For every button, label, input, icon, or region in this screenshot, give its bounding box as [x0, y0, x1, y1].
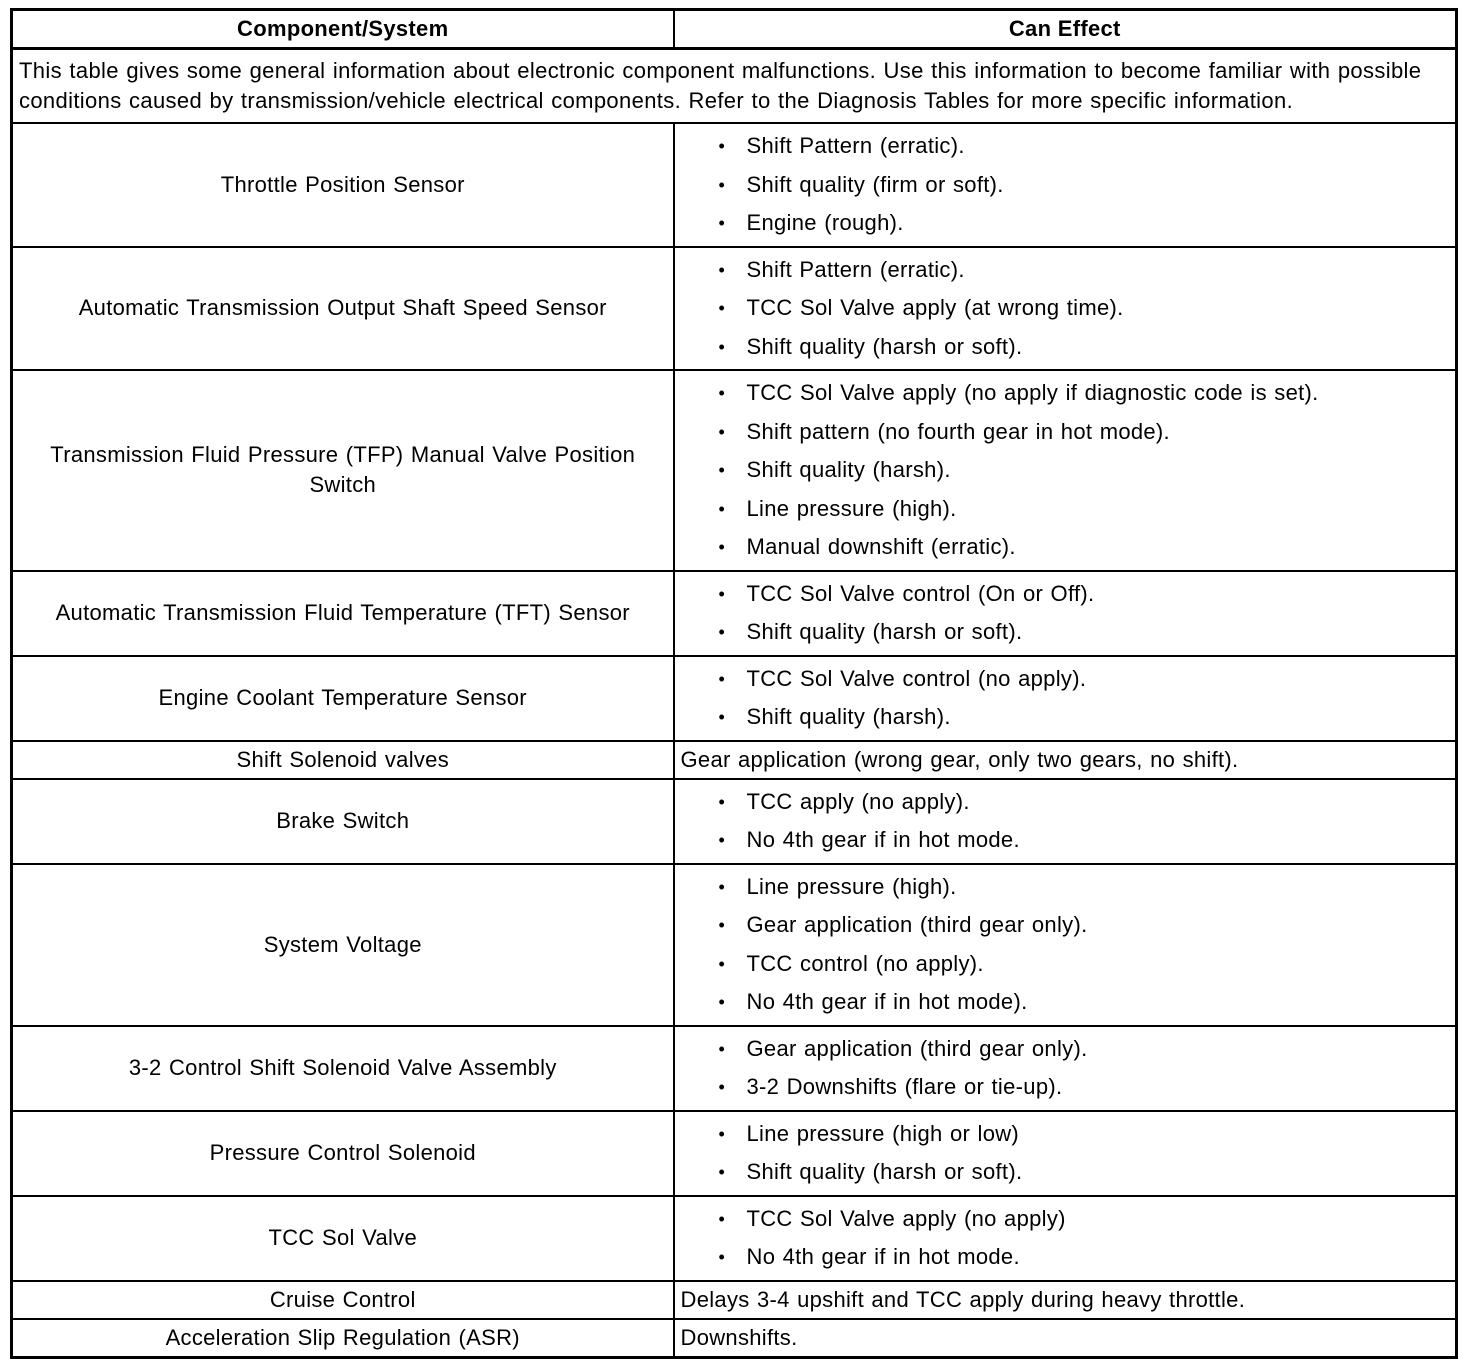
bullet-icon: •: [718, 259, 726, 280]
effect-item: [675, 1115, 1456, 1154]
effect-item: [675, 698, 1456, 737]
effect-text: Line pressure (high or low): [746, 1120, 1020, 1146]
table-row: [12, 123, 1457, 247]
bullet-icon: •: [718, 707, 726, 727]
bullet-icon: •: [718, 537, 726, 557]
component-name: Automatic Transmission Fluid Temperature (TFT) Sensor: [12, 571, 674, 656]
effect-list: [675, 1112, 1456, 1195]
effect-text: Gear application (wrong gear, only two gears, no shift).: [680, 746, 1239, 772]
effect-item: [675, 1238, 1456, 1277]
effect-item: [675, 528, 1456, 567]
bullet-icon: •: [718, 1123, 726, 1144]
component-name: Engine Coolant Temperature Sensor: [12, 656, 674, 741]
bullet-icon: •: [718, 583, 726, 604]
table-row: [12, 1281, 1457, 1319]
effect-text: Shift pattern (no fourth gear in hot mode).: [746, 418, 1170, 444]
effect-item: [675, 1200, 1456, 1239]
effect-list: [675, 657, 1456, 740]
component-name: Cruise Control: [12, 1281, 674, 1319]
effect-cell: [674, 864, 1457, 1026]
effect-item: [675, 945, 1456, 984]
effect-item: [675, 906, 1456, 945]
bullet-icon: •: [718, 791, 726, 812]
table-row: [12, 571, 1457, 656]
effect-text: Engine (rough).: [746, 210, 904, 235]
effect-text: Delays 3-4 upshift and TCC apply during heavy throttle.: [680, 1286, 1246, 1312]
table-row: [12, 864, 1457, 1026]
component-effects-table: [10, 8, 1458, 1359]
effect-text: No 4th gear if in hot mode.: [746, 1244, 1020, 1269]
effect-text: Shift quality (harsh or soft).: [746, 1159, 1023, 1184]
effect-text: Downshifts.: [680, 1324, 798, 1350]
effect-list: [675, 1197, 1456, 1280]
effect-item: [675, 1153, 1456, 1192]
component-name: 3-2 Control Shift Solenoid Valve Assembly: [12, 1026, 674, 1111]
bullet-icon: •: [718, 1038, 726, 1059]
effect-text: Manual downshift (erratic).: [746, 534, 1016, 559]
effect-column-header: Can Effect: [674, 10, 1457, 49]
component-name: Pressure Control Solenoid: [12, 1111, 674, 1196]
bullet-icon: •: [718, 213, 726, 233]
bullet-icon: •: [718, 668, 726, 689]
table-row: [12, 1196, 1457, 1281]
effect-cell: [674, 571, 1457, 656]
effect-text: No 4th gear if in hot mode.: [746, 827, 1020, 852]
bullet-icon: •: [718, 915, 726, 935]
effect-item: [675, 490, 1456, 529]
effect-text: TCC Sol Valve control (On or Off).: [746, 580, 1095, 606]
effect-item: [675, 374, 1456, 413]
bullet-icon: •: [718, 1162, 726, 1182]
effect-text: Shift Pattern (erratic).: [746, 256, 965, 282]
component-name: Shift Solenoid valves: [12, 741, 674, 779]
table-row: [12, 656, 1457, 741]
bullet-icon: •: [718, 1208, 726, 1229]
bullet-icon: •: [718, 136, 726, 156]
effect-text: TCC Sol Valve apply (at wrong time).: [746, 295, 1124, 320]
effect-text: Line pressure (high).: [746, 873, 957, 899]
bullet-icon: •: [718, 876, 726, 897]
effect-list: [675, 248, 1456, 370]
effect-cell: [674, 1319, 1457, 1358]
effect-item: [675, 868, 1456, 907]
effect-cell: [674, 1111, 1457, 1196]
bullet-icon: •: [718, 1247, 726, 1267]
effect-text: Shift quality (harsh).: [746, 704, 951, 729]
table-body: [12, 49, 1457, 1358]
effect-text: Gear application (third gear only).: [746, 1035, 1088, 1061]
effect-item: [675, 821, 1456, 860]
effect-list: [675, 780, 1456, 863]
table-row: [12, 741, 1457, 779]
component-name: TCC Sol Valve: [12, 1196, 674, 1281]
bullet-icon: •: [718, 622, 726, 642]
table-row: [12, 247, 1457, 371]
effect-text: TCC apply (no apply).: [746, 788, 970, 814]
effect-item: [675, 328, 1456, 367]
effect-text: TCC Sol Valve apply (no apply if diagnostic code is set).: [746, 380, 1319, 405]
component-name: Throttle Position Sensor: [12, 123, 674, 247]
component-name: Transmission Fluid Pressure (TFP) Manual Valve Position Switch: [12, 370, 674, 571]
bullet-icon: •: [718, 336, 726, 357]
effect-item: [675, 783, 1456, 822]
component-name: Automatic Transmission Output Shaft Speed Sensor: [12, 247, 674, 371]
effect-item: [675, 451, 1456, 490]
table-row: [12, 779, 1457, 864]
effect-text: TCC control (no apply).: [746, 950, 984, 976]
effect-cell: [674, 1196, 1457, 1281]
effect-cell: [674, 779, 1457, 864]
effect-list: [675, 572, 1456, 655]
bullet-icon: •: [718, 298, 726, 318]
effect-item: [675, 983, 1456, 1022]
component-name: Brake Switch: [12, 779, 674, 864]
effect-item: [675, 413, 1456, 452]
effect-cell: [674, 1026, 1457, 1111]
effect-list: [675, 1027, 1456, 1110]
effect-item: [675, 166, 1456, 205]
bullet-icon: •: [718, 1077, 726, 1097]
effect-item: [675, 289, 1456, 328]
effect-item: [675, 575, 1456, 614]
effect-cell: [674, 1281, 1457, 1319]
component-column-header: Component/System: [12, 10, 674, 49]
effect-item: [675, 660, 1456, 699]
effect-cell: [674, 247, 1457, 371]
bullet-icon: •: [718, 383, 726, 403]
effect-list: [675, 865, 1456, 1025]
bullet-icon: •: [718, 953, 726, 974]
effect-text: TCC Sol Valve apply (no apply): [746, 1205, 1066, 1231]
intro-text: This table gives some general information about electronic component malfunctions. Use this information to become familiar with possible conditions caused by transmission/vehicle electrical components. Refer to the Diagnosis Tables for more specific information.: [12, 49, 1457, 124]
bullet-icon: •: [718, 174, 726, 195]
effect-item: [675, 613, 1456, 652]
bullet-icon: •: [718, 498, 726, 519]
effect-cell: [674, 370, 1457, 571]
effect-item: [675, 1030, 1456, 1069]
intro-row: [12, 49, 1457, 124]
effect-cell: [674, 741, 1457, 779]
effect-list: [675, 371, 1456, 570]
effect-text: Shift quality (harsh or soft).: [746, 619, 1023, 644]
effect-item: [675, 251, 1456, 290]
effect-text: Shift quality (harsh or soft).: [746, 333, 1023, 359]
effect-item: [675, 127, 1456, 166]
effect-text: Shift Pattern (erratic).: [746, 133, 965, 158]
effect-item: [675, 1068, 1456, 1107]
table-row: [12, 370, 1457, 571]
component-name: System Voltage: [12, 864, 674, 1026]
effect-text: Line pressure (high).: [746, 495, 957, 521]
table-row: [12, 1026, 1457, 1111]
effect-text: No 4th gear if in hot mode).: [746, 989, 1028, 1014]
bullet-icon: •: [718, 992, 726, 1012]
effect-text: Shift quality (firm or soft).: [746, 171, 1004, 197]
effect-text: Gear application (third gear only).: [746, 912, 1088, 937]
bullet-icon: •: [718, 421, 726, 442]
effect-text: Shift quality (harsh).: [746, 457, 951, 482]
effect-text: 3-2 Downshifts (flare or tie-up).: [746, 1074, 1063, 1099]
effect-list: [675, 124, 1456, 246]
table-row: [12, 1319, 1457, 1358]
component-name: Acceleration Slip Regulation (ASR): [12, 1319, 674, 1358]
effect-cell: [674, 123, 1457, 247]
effect-text: TCC Sol Valve control (no apply).: [746, 665, 1087, 691]
table-row: [12, 1111, 1457, 1196]
effect-cell: [674, 656, 1457, 741]
bullet-icon: •: [718, 460, 726, 480]
header-row: [12, 10, 1457, 49]
effect-item: [675, 204, 1456, 243]
bullet-icon: •: [718, 830, 726, 850]
